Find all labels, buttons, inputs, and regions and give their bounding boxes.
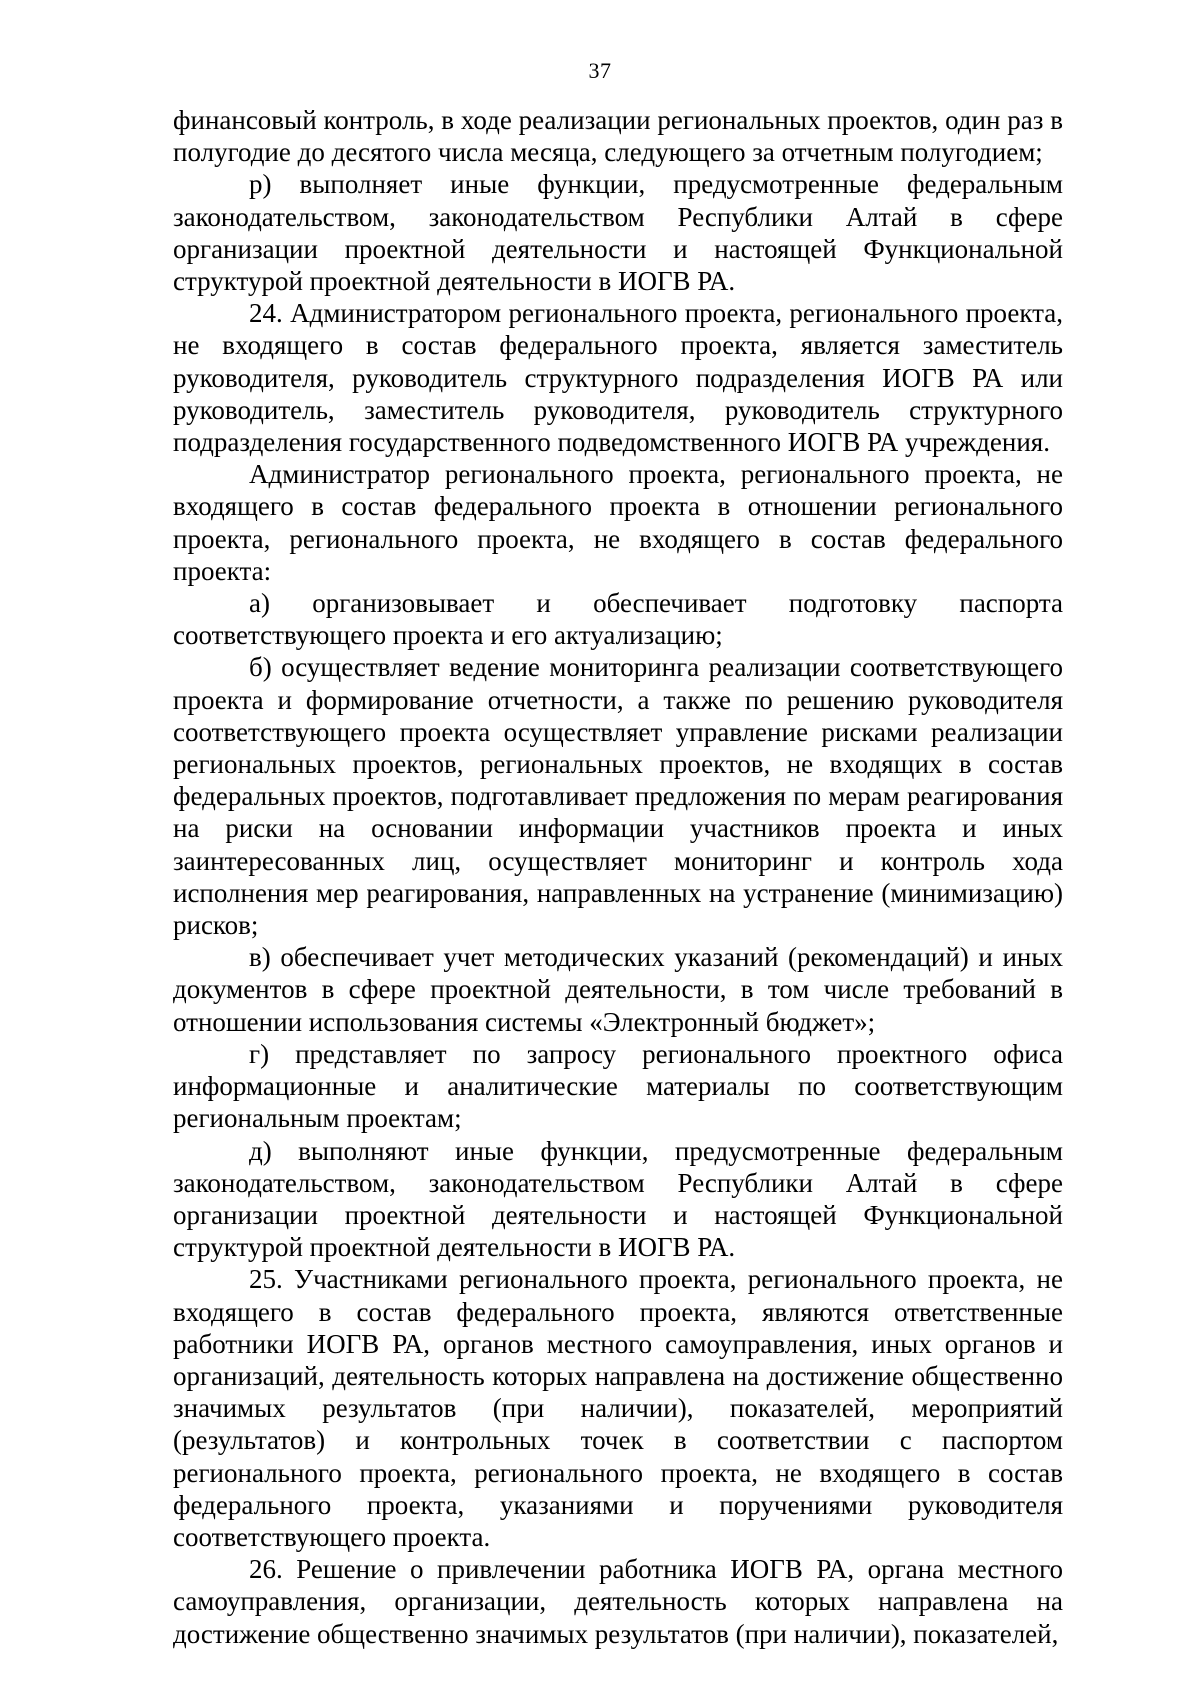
paragraph: р) выполняет иные функции, предусмотренные федеральным законодательством, законодательством Республики Алтай в сфере организации проектной деятельности и настоящей Функциональной структурой проектной деятельности в ИОГВ РА. xyxy=(173,169,1063,297)
paragraph: финансовый контроль, в ходе реализации региональных проектов, один раз в полугодие до десятого числа месяца, следующего за отчетным полугодием; xyxy=(173,105,1063,168)
paragraph: д) выполняют иные функции, предусмотренные федеральным законодательством, законодательством Республики Алтай в сфере организации проектной деятельности и настоящей Функциональной структурой проектной деятельности в ИОГВ РА. xyxy=(173,1135,1063,1263)
document-body xyxy=(173,104,1063,1650)
paragraph: в) обеспечивает учет методических указаний (рекомендаций) и иных документов в сфере проектной деятельности, в том числе требований в отношении использования системы «Электронный бюджет»; xyxy=(173,942,1063,1037)
page-number: 37 xyxy=(588,58,612,83)
paragraph: б) осуществляет ведение мониторинга реализации соответствующего проекта и формирование отчетности, а также по решению руководителя соответствующего проекта осуществляет управление рисками реализации региональных проектов, региональных проектов, не входящих в состав федеральных проектов, подготавливает предложения по мерам реагирования на риски на основании информации участников проекта и иных заинтересованных лиц, осуществляет мониторинг и контроль хода исполнения мер реагирования, направленных на устранение (минимизацию) рисков; xyxy=(173,652,1063,941)
paragraph: 26. Решение о привлечении работника ИОГВ РА, органа местного самоуправления, организации, деятельность которых направлена на достижение общественно значимых результатов (при наличии), показателей, xyxy=(173,1554,1063,1649)
paragraph: г) представляет по запросу регионального проектного офиса информационные и аналитические материалы по соответствующим региональным проектам; xyxy=(173,1038,1063,1134)
paragraph: 25. Участниками регионального проекта, регионального проекта, не входящего в состав федерального проекта, являются ответственные работники ИОГВ РА, органов местного самоуправления, иных органов и организаций, деятельность которых направлена на достижение общественно значимых результатов (при наличии), показателей, мероприятий (результатов) и контрольных точек в соответствии с паспортом регионального проекта, регионального проекта, не входящего в состав федерального проекта, указаниями и поручениями руководителя соответствующего проекта. xyxy=(173,1264,1063,1552)
paragraph: 24. Администратором регионального проекта, регионального проекта, не входящего в состав федерального проекта, является заместитель руководителя, руководитель структурного подразделения ИОГВ РА или руководитель, заместитель руководителя, руководитель структурного подразделения государственного подведомственного ИОГВ РА учреждения. xyxy=(173,298,1063,458)
paragraph: Администратор регионального проекта, регионального проекта, не входящего в состав федерального проекта в отношении регионального проекта, регионального проекта, не входящего в состав федерального проекта: xyxy=(173,459,1063,586)
paragraph: а) организовывает и обеспечивает подготовку паспорта соответствующего проекта и его актуализацию; xyxy=(173,588,1063,651)
